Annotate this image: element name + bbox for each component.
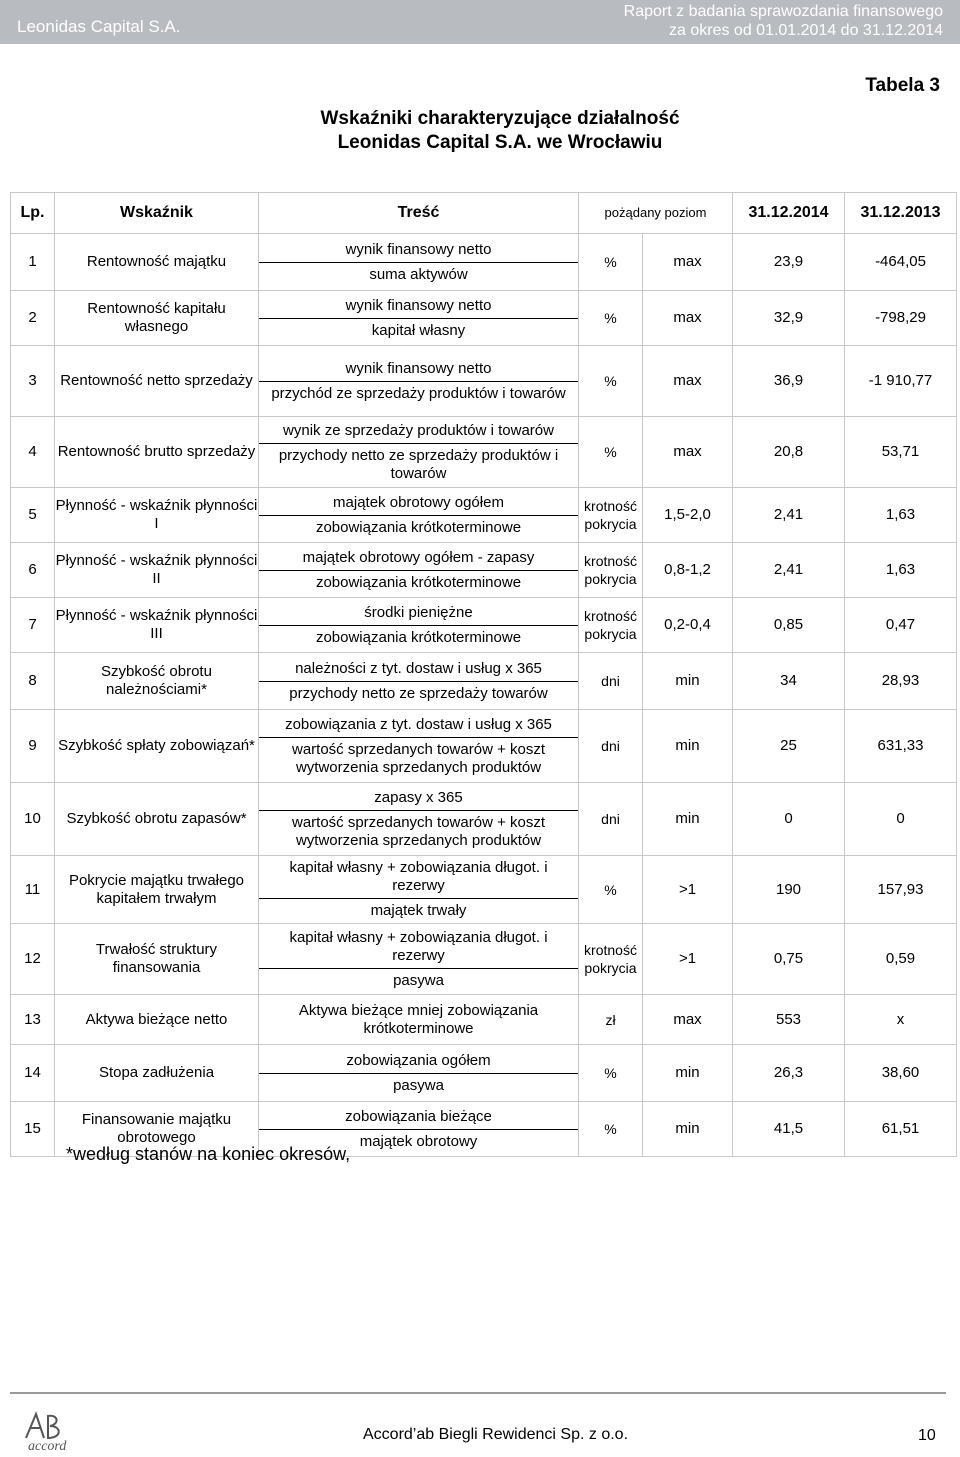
row-formula: [259, 291, 579, 346]
header-lp: Lp.: [11, 193, 55, 234]
row-lp: 11: [11, 856, 55, 924]
formula-fraction: [259, 653, 578, 709]
row-lp: 14: [11, 1045, 55, 1102]
row-value-2013: 1,63: [845, 488, 957, 543]
row-unit: %: [579, 234, 643, 291]
formula-numerator: majątek obrotowy ogółem: [259, 491, 578, 516]
formula-numerator: należności z tyt. dostaw i usług x 365: [259, 657, 578, 682]
row-desired-level: max: [643, 346, 733, 417]
row-unit: %: [579, 291, 643, 346]
row-unit: dni: [579, 783, 643, 856]
table-row: [11, 234, 957, 291]
table-row: [11, 995, 957, 1045]
formula-denominator: wartość sprzedanych towarów + koszt wytworzenia sprzedanych produktów: [291, 740, 546, 776]
row-lp: 5: [11, 488, 55, 543]
formula-numerator: zapasy x 365: [259, 786, 578, 811]
formula-numerator: kapitał własny + zobowiązania długot. i rezerwy: [259, 856, 578, 899]
row-value-2013: -798,29: [845, 291, 957, 346]
formula-fraction: [259, 856, 578, 923]
table-row: [11, 291, 957, 346]
row-indicator-name: Szybkość spłaty zobowiązań*: [55, 710, 259, 783]
row-indicator-name: Szybkość obrotu należnościami*: [55, 653, 259, 710]
formula-fraction: [259, 924, 578, 994]
row-desired-level: 0,2-0,4: [643, 598, 733, 653]
row-indicator-name: Aktywa bieżące netto: [55, 995, 259, 1045]
formula-fraction: [259, 1045, 578, 1101]
header-desired-level: pożądany poziom: [579, 193, 733, 234]
row-value-2014: 2,41: [733, 488, 845, 543]
auditor-name: Accord’ab Biegli Rewidenci Sp. z o.o.: [363, 1426, 629, 1443]
formula-numerator: środki pieniężne: [259, 601, 578, 626]
formula-numerator: zobowiązania z tyt. dostaw i usług x 365: [259, 713, 578, 738]
row-unit: %: [579, 1045, 643, 1102]
row-indicator-name: Rentowność brutto sprzedaży: [55, 417, 259, 488]
table-row: [11, 783, 957, 856]
row-unit: zł: [579, 995, 643, 1045]
row-unit: %: [579, 417, 643, 488]
formula-denominator: suma aktywów: [369, 265, 468, 283]
row-lp: 4: [11, 417, 55, 488]
formula-denominator: majątek obrotowy: [359, 1132, 478, 1150]
row-lp: 15: [11, 1102, 55, 1157]
accord-logo: [22, 1408, 94, 1452]
row-unit: %: [579, 1102, 643, 1157]
table-header-row: [11, 193, 957, 234]
formula-fraction: [259, 291, 578, 345]
row-value-2014: 32,9: [733, 291, 845, 346]
footnote: *według stanów na koniec okresów,: [66, 1144, 351, 1164]
row-unit: %: [579, 856, 643, 924]
header-indicator: Wskaźnik: [55, 193, 259, 234]
row-desired-level: max: [643, 291, 733, 346]
row-lp: 6: [11, 543, 55, 598]
formula-numerator: wynik finansowy netto: [259, 357, 578, 382]
row-indicator-name: Stopa zadłużenia: [55, 1045, 259, 1102]
row-value-2014: 553: [733, 995, 845, 1045]
header-2014: 31.12.2014: [733, 193, 845, 234]
row-lp: 3: [11, 346, 55, 417]
row-desired-level: min: [643, 710, 733, 783]
formula-denominator: majątek trwały: [370, 902, 467, 919]
row-formula: [259, 234, 579, 291]
row-lp: 2: [11, 291, 55, 346]
page-header: [0, 0, 960, 44]
company-name: Leonidas Capital S.A.: [17, 17, 181, 36]
formula-numerator: zobowiązania bieżące: [259, 1105, 578, 1130]
row-value-2014: 41,5: [733, 1102, 845, 1157]
formula-fraction: [259, 598, 578, 652]
formula-denominator: pasywa: [393, 1076, 444, 1094]
table-number: Tabela 3: [865, 75, 940, 96]
formula-numerator: majątek obrotowy ogółem - zapasy: [259, 546, 578, 571]
document-title: [280, 107, 720, 155]
row-formula: [259, 1045, 579, 1102]
row-value-2014: 23,9: [733, 234, 845, 291]
row-lp: 13: [11, 995, 55, 1045]
row-value-2013: 53,71: [845, 417, 957, 488]
formula-numerator: wynik finansowy netto: [259, 238, 578, 263]
formula-denominator: przychód ze sprzedaży produktów i towarów: [271, 384, 566, 402]
formula-fraction: [259, 783, 578, 855]
row-value-2014: 0,75: [733, 924, 845, 995]
row-value-2014: 34: [733, 653, 845, 710]
row-value-2014: 190: [733, 856, 845, 924]
table-row: [11, 488, 957, 543]
row-value-2014: 0: [733, 783, 845, 856]
row-desired-level: >1: [643, 924, 733, 995]
row-unit: dni: [579, 710, 643, 783]
row-value-2013: x: [845, 995, 957, 1045]
row-value-2014: 36,9: [733, 346, 845, 417]
formula-denominator: zobowiązania krótkoterminowe: [315, 628, 522, 646]
table-row: [11, 856, 957, 924]
row-unit: krotność pokrycia: [579, 543, 643, 598]
indicators-table: [10, 192, 957, 1157]
row-formula-text: Aktywa bieżące mniej zobowiązania krótkoterminowe: [259, 995, 579, 1045]
table-row: [11, 710, 957, 783]
row-formula: [259, 783, 579, 856]
row-unit: %: [579, 346, 643, 417]
header-2013: 31.12.2013: [845, 193, 957, 234]
row-unit: krotność pokrycia: [579, 488, 643, 543]
row-value-2013: 61,51: [845, 1102, 957, 1157]
row-formula: [259, 856, 579, 924]
row-indicator-name: Płynność - wskaźnik płynności I: [55, 488, 259, 543]
formula-fraction: [259, 346, 578, 416]
row-formula: [259, 346, 579, 417]
row-lp: 8: [11, 653, 55, 710]
row-indicator-name: Rentowność netto sprzedaży: [55, 346, 259, 417]
row-value-2013: -464,05: [845, 234, 957, 291]
report-title-line1: Raport z badania sprawozdania finansowego: [623, 3, 943, 20]
formula-denominator: przychody netto ze sprzedaży towarów: [289, 684, 548, 702]
formula-numerator: zobowiązania ogółem: [259, 1049, 578, 1074]
row-value-2013: 28,93: [845, 653, 957, 710]
formula-numerator: kapitał własny + zobowiązania długot. i rezerwy: [259, 926, 578, 969]
row-desired-level: 1,5-2,0: [643, 488, 733, 543]
row-formula: [259, 417, 579, 488]
row-desired-level: max: [643, 234, 733, 291]
row-desired-level: min: [643, 1045, 733, 1102]
report-title: [624, 2, 943, 40]
row-value-2014: 0,85: [733, 598, 845, 653]
row-unit: dni: [579, 653, 643, 710]
table-row: [11, 543, 957, 598]
formula-fraction: [259, 488, 578, 542]
formula-denominator: wartość sprzedanych towarów + koszt wytworzenia sprzedanych produktów: [291, 813, 546, 849]
header-content: Treść: [259, 193, 579, 234]
row-desired-level: min: [643, 1102, 733, 1157]
table-row: [11, 598, 957, 653]
row-indicator-name: Finansowanie majątku obrotowego: [55, 1102, 259, 1157]
row-desired-level: max: [643, 417, 733, 488]
row-value-2013: 0,59: [845, 924, 957, 995]
row-desired-level: max: [643, 995, 733, 1045]
row-formula: [259, 543, 579, 598]
row-value-2014: 2,41: [733, 543, 845, 598]
row-value-2013: 38,60: [845, 1045, 957, 1102]
row-indicator-name: Trwałość struktury finansowania: [55, 924, 259, 995]
formula-denominator: kapitał własny: [371, 321, 466, 339]
row-indicator-name: Pokrycie majątku trwałego kapitałem trwałym: [55, 856, 259, 924]
formula-numerator: wynik finansowy netto: [259, 294, 578, 319]
row-lp: 9: [11, 710, 55, 783]
row-lp: 7: [11, 598, 55, 653]
report-title-line2: za okres od 01.01.2014 do 31.12.2014: [669, 22, 943, 39]
row-value-2013: 157,93: [845, 856, 957, 924]
row-value-2013: 0,47: [845, 598, 957, 653]
formula-denominator: pasywa: [393, 971, 444, 989]
formula-denominator: zobowiązania krótkoterminowe: [315, 573, 522, 591]
title-line1: Wskaźniki charakteryzujące działalność: [320, 108, 680, 129]
row-formula: [259, 710, 579, 783]
formula-denominator: zobowiązania krótkoterminowe: [315, 518, 522, 536]
formula-fraction: [259, 417, 578, 487]
formula-numerator: wynik ze sprzedaży produktów i towarów: [259, 419, 578, 444]
row-desired-level: min: [643, 783, 733, 856]
row-formula: [259, 598, 579, 653]
row-value-2014: 20,8: [733, 417, 845, 488]
formula-fraction: [259, 543, 578, 597]
row-value-2014: 26,3: [733, 1045, 845, 1102]
table-row: [11, 1045, 957, 1102]
page-number: 10: [918, 1427, 936, 1444]
row-formula: [259, 653, 579, 710]
table-row: [11, 417, 957, 488]
table-row: [11, 346, 957, 417]
row-indicator-name: Płynność - wskaźnik płynności II: [55, 543, 259, 598]
row-value-2013: 1,63: [845, 543, 957, 598]
row-desired-level: min: [643, 653, 733, 710]
row-indicator-name: Szybkość obrotu zapasów*: [55, 783, 259, 856]
row-unit: krotność pokrycia: [579, 598, 643, 653]
row-indicator-name: Rentowność majątku: [55, 234, 259, 291]
row-value-2014: 25: [733, 710, 845, 783]
logo-text: accord: [28, 1439, 67, 1452]
row-unit: krotność pokrycia: [579, 924, 643, 995]
row-desired-level: >1: [643, 856, 733, 924]
row-lp: 12: [11, 924, 55, 995]
formula-fraction: [259, 234, 578, 290]
row-value-2013: 0: [845, 783, 957, 856]
table-row: [11, 924, 957, 995]
table-row: [11, 653, 957, 710]
row-formula: [259, 488, 579, 543]
formula-denominator: przychody netto ze sprzedaży produktów i towarów: [278, 446, 559, 482]
row-indicator-name: Rentowność kapitału własnego: [55, 291, 259, 346]
row-lp: 10: [11, 783, 55, 856]
formula-fraction: [259, 710, 578, 782]
title-line2: Leonidas Capital S.A. we Wrocławiu: [337, 132, 663, 153]
footer-divider: [10, 1392, 946, 1394]
row-desired-level: 0,8-1,2: [643, 543, 733, 598]
row-formula: [259, 924, 579, 995]
row-value-2013: -1 910,77: [845, 346, 957, 417]
row-value-2013: 631,33: [845, 710, 957, 783]
row-lp: 1: [11, 234, 55, 291]
row-indicator-name: Płynność - wskaźnik płynności III: [55, 598, 259, 653]
